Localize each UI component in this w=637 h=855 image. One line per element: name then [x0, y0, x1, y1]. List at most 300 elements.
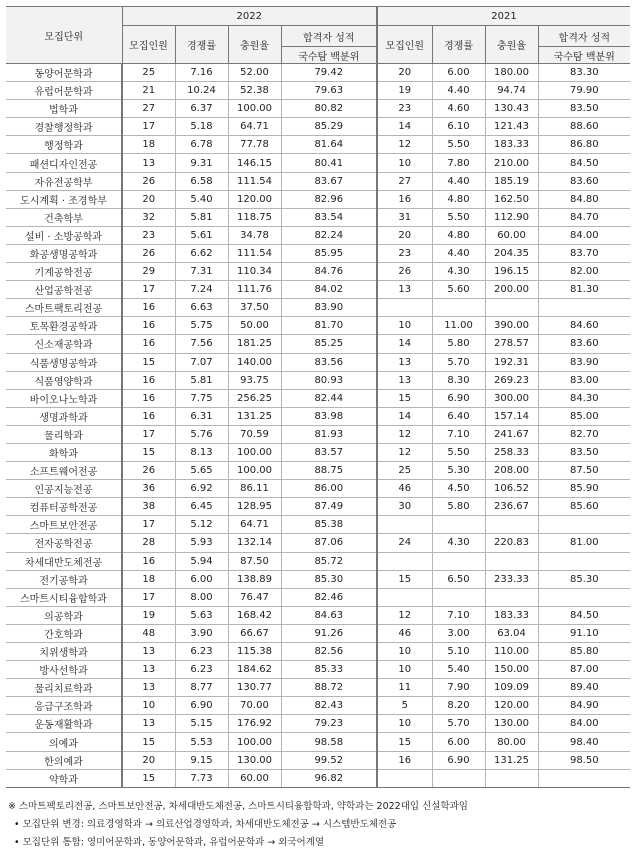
- table-row: [6, 606, 630, 624]
- competition-2021-cell: 4.40: [432, 82, 485, 100]
- competition-2021-cell: [432, 769, 485, 787]
- competition-2022-cell: 5.75: [175, 317, 228, 335]
- percentile-2022-cell: 87.49: [281, 498, 377, 516]
- competition-2021-cell: 5.50: [432, 208, 485, 226]
- quota-2021-cell: 20: [377, 226, 432, 244]
- fill-rate-2022-cell: 115.38: [228, 643, 281, 661]
- competition-2021-cell: 4.80: [432, 226, 485, 244]
- competition-2022-cell: 5.81: [175, 371, 228, 389]
- competition-2022-cell: 5.61: [175, 226, 228, 244]
- quota-2022-cell: 10: [122, 697, 175, 715]
- percentile-2022-cell: 83.54: [281, 208, 377, 226]
- competition-2021-cell: 6.90: [432, 751, 485, 769]
- percentile-2021-cell: 79.90: [538, 82, 630, 100]
- percentile-2022-cell: 87.06: [281, 534, 377, 552]
- competition-2022-cell: 9.31: [175, 154, 228, 172]
- dept-cell: 스마트팩토리전공: [6, 299, 122, 317]
- quota-2021-cell: [377, 588, 432, 606]
- fill-rate-2021-cell: 109.09: [485, 679, 538, 697]
- quota-2022-cell: 18: [122, 570, 175, 588]
- fill-rate-header-2021: 충원율: [485, 26, 538, 64]
- fill-rate-2021-cell: 210.00: [485, 154, 538, 172]
- competition-2022-cell: 6.58: [175, 172, 228, 190]
- competition-2021-cell: 5.30: [432, 462, 485, 480]
- fill-rate-2021-cell: 233.33: [485, 570, 538, 588]
- dept-cell: 전자공학전공: [6, 534, 122, 552]
- percentile-2021-cell: 82.00: [538, 263, 630, 281]
- percentile-2022-cell: 79.23: [281, 715, 377, 733]
- percentile-2022-cell: 80.93: [281, 371, 377, 389]
- dept-cell: 응급구조학과: [6, 697, 122, 715]
- percentile-2021-cell: 83.30: [538, 64, 630, 82]
- fill-rate-2022-cell: 93.75: [228, 371, 281, 389]
- percentile-header-2022: 국수탐 백분위: [281, 47, 377, 64]
- dept-cell: 운동재활학과: [6, 715, 122, 733]
- competition-2021-cell: 4.40: [432, 172, 485, 190]
- dept-header: 모집단위: [6, 7, 122, 64]
- quota-2021-cell: 31: [377, 208, 432, 226]
- percentile-2021-cell: 83.50: [538, 443, 630, 461]
- percentile-2021-cell: 87.50: [538, 462, 630, 480]
- dept-cell: 간호학과: [6, 624, 122, 642]
- fill-rate-2022-cell: 37.50: [228, 299, 281, 317]
- percentile-2022-cell: 83.57: [281, 443, 377, 461]
- dept-cell: 행정학과: [6, 136, 122, 154]
- fill-rate-2022-cell: 52.38: [228, 82, 281, 100]
- percentile-2022-cell: 98.58: [281, 733, 377, 751]
- quota-2022-cell: 20: [122, 190, 175, 208]
- fill-rate-2021-cell: [485, 516, 538, 534]
- fill-rate-2021-cell: 269.23: [485, 371, 538, 389]
- quota-2021-cell: 13: [377, 371, 432, 389]
- fill-rate-2021-cell: 241.67: [485, 425, 538, 443]
- fill-rate-2022-cell: 70.00: [228, 697, 281, 715]
- competition-2022-cell: 5.18: [175, 118, 228, 136]
- fill-rate-2022-cell: 66.67: [228, 624, 281, 642]
- table-row: [6, 534, 630, 552]
- quota-header-2021: 모집인원: [377, 26, 432, 64]
- quota-2022-cell: 20: [122, 751, 175, 769]
- competition-2021-cell: 5.70: [432, 353, 485, 371]
- competition-2021-cell: 7.10: [432, 425, 485, 443]
- percentile-2021-cell: [538, 552, 630, 570]
- fill-rate-2021-cell: [485, 769, 538, 787]
- quota-2022-cell: 38: [122, 498, 175, 516]
- competition-2021-cell: 5.60: [432, 281, 485, 299]
- competition-2022-cell: 7.75: [175, 389, 228, 407]
- dept-cell: 소프트웨어전공: [6, 462, 122, 480]
- competition-2021-cell: 6.00: [432, 733, 485, 751]
- dept-cell: 생명과학과: [6, 407, 122, 425]
- percentile-2021-cell: [538, 769, 630, 787]
- dept-cell: 설비 · 소방공학과: [6, 226, 122, 244]
- quota-2022-cell: 15: [122, 769, 175, 787]
- quota-2021-cell: 12: [377, 425, 432, 443]
- pass-score-header-2022: 합격자 성적: [281, 26, 377, 47]
- percentile-2022-cell: 83.67: [281, 172, 377, 190]
- competition-2021-cell: [432, 516, 485, 534]
- dept-cell: 신소재공학과: [6, 335, 122, 353]
- percentile-2022-cell: 86.00: [281, 480, 377, 498]
- dept-cell: 물리학과: [6, 425, 122, 443]
- percentile-2021-cell: 83.90: [538, 353, 630, 371]
- percentile-2021-cell: 83.60: [538, 335, 630, 353]
- quota-2022-cell: 17: [122, 588, 175, 606]
- fill-rate-2021-cell: 180.00: [485, 64, 538, 82]
- competition-2022-cell: 5.15: [175, 715, 228, 733]
- percentile-2022-cell: 82.44: [281, 389, 377, 407]
- quota-2021-cell: 25: [377, 462, 432, 480]
- quota-2022-cell: 25: [122, 64, 175, 82]
- fill-rate-2022-cell: 184.62: [228, 661, 281, 679]
- table-row: [6, 208, 630, 226]
- competition-2022-cell: 7.24: [175, 281, 228, 299]
- percentile-2022-cell: 85.25: [281, 335, 377, 353]
- fill-rate-2022-cell: 128.95: [228, 498, 281, 516]
- fill-rate-2022-cell: 146.15: [228, 154, 281, 172]
- dept-cell: 자유전공학부: [6, 172, 122, 190]
- quota-2022-cell: 16: [122, 371, 175, 389]
- quota-2022-cell: 18: [122, 136, 175, 154]
- percentile-2022-cell: 84.02: [281, 281, 377, 299]
- fill-rate-2021-cell: 63.04: [485, 624, 538, 642]
- fill-rate-2021-cell: 204.35: [485, 244, 538, 262]
- competition-2022-cell: 7.73: [175, 769, 228, 787]
- fill-rate-2021-cell: 112.90: [485, 208, 538, 226]
- competition-2022-cell: 6.23: [175, 643, 228, 661]
- quota-2022-cell: 16: [122, 299, 175, 317]
- quota-2021-cell: 15: [377, 733, 432, 751]
- percentile-2022-cell: 85.30: [281, 570, 377, 588]
- competition-2021-cell: 6.90: [432, 389, 485, 407]
- fill-rate-2022-cell: 87.50: [228, 552, 281, 570]
- quota-2021-cell: 10: [377, 661, 432, 679]
- fill-rate-2021-cell: 390.00: [485, 317, 538, 335]
- fill-rate-2021-cell: 106.52: [485, 480, 538, 498]
- competition-2021-cell: 5.40: [432, 661, 485, 679]
- table-row: [6, 443, 630, 461]
- percentile-2021-cell: 98.50: [538, 751, 630, 769]
- fill-rate-2022-cell: 111.54: [228, 244, 281, 262]
- quota-2022-cell: 16: [122, 317, 175, 335]
- percentile-2022-cell: 80.41: [281, 154, 377, 172]
- dept-cell: 의공학과: [6, 606, 122, 624]
- fill-rate-2021-cell: 196.15: [485, 263, 538, 281]
- quota-2021-cell: 46: [377, 624, 432, 642]
- dept-cell: 스마트보안전공: [6, 516, 122, 534]
- percentile-2022-cell: 96.82: [281, 769, 377, 787]
- competition-2021-cell: 6.00: [432, 64, 485, 82]
- percentile-2021-cell: 85.80: [538, 643, 630, 661]
- competition-2022-cell: 5.63: [175, 606, 228, 624]
- table-row: [6, 389, 630, 407]
- competition-2022-cell: 5.12: [175, 516, 228, 534]
- percentile-2021-cell: 84.50: [538, 606, 630, 624]
- competition-2021-cell: 8.30: [432, 371, 485, 389]
- dept-cell: 치위생학과: [6, 643, 122, 661]
- percentile-2022-cell: 80.82: [281, 100, 377, 118]
- table-row: [6, 480, 630, 498]
- percentile-2022-cell: 88.75: [281, 462, 377, 480]
- percentile-2021-cell: [538, 588, 630, 606]
- percentile-2022-cell: 84.76: [281, 263, 377, 281]
- competition-2021-cell: 4.30: [432, 534, 485, 552]
- competition-2022-cell: 6.92: [175, 480, 228, 498]
- fill-rate-2021-cell: 60.00: [485, 226, 538, 244]
- table-row: [6, 100, 630, 118]
- percentile-2022-cell: 82.46: [281, 588, 377, 606]
- table-row: [6, 498, 630, 516]
- fill-rate-2022-cell: 176.92: [228, 715, 281, 733]
- fill-rate-2021-cell: 258.33: [485, 443, 538, 461]
- table-row: [6, 661, 630, 679]
- fill-rate-2021-cell: 208.00: [485, 462, 538, 480]
- percentile-2022-cell: 79.42: [281, 64, 377, 82]
- quota-2022-cell: 27: [122, 100, 175, 118]
- competition-2021-cell: 6.40: [432, 407, 485, 425]
- quota-2021-cell: 19: [377, 82, 432, 100]
- quota-2021-cell: [377, 769, 432, 787]
- percentile-2022-cell: 82.43: [281, 697, 377, 715]
- competition-2022-cell: 6.37: [175, 100, 228, 118]
- percentile-2021-cell: 85.30: [538, 570, 630, 588]
- percentile-2021-cell: 84.00: [538, 715, 630, 733]
- quota-2021-cell: [377, 516, 432, 534]
- percentile-2022-cell: 79.63: [281, 82, 377, 100]
- fill-rate-2022-cell: 52.00: [228, 64, 281, 82]
- percentile-2021-cell: 83.70: [538, 244, 630, 262]
- fill-rate-2022-cell: 138.89: [228, 570, 281, 588]
- fill-rate-2022-cell: 100.00: [228, 733, 281, 751]
- percentile-2021-cell: 81.30: [538, 281, 630, 299]
- fill-rate-2022-cell: 60.00: [228, 769, 281, 787]
- dept-cell: 의예과: [6, 733, 122, 751]
- competition-2021-cell: 4.30: [432, 263, 485, 281]
- percentile-2021-cell: 84.00: [538, 226, 630, 244]
- competition-2022-cell: 8.00: [175, 588, 228, 606]
- percentile-2021-cell: 83.50: [538, 100, 630, 118]
- competition-2022-cell: 5.53: [175, 733, 228, 751]
- percentile-2022-cell: 81.70: [281, 317, 377, 335]
- competition-2021-cell: 5.50: [432, 136, 485, 154]
- fill-rate-2021-cell: 236.67: [485, 498, 538, 516]
- fill-rate-2022-cell: 131.25: [228, 407, 281, 425]
- table-row: [6, 172, 630, 190]
- competition-2022-cell: 5.65: [175, 462, 228, 480]
- fill-rate-2021-cell: 110.00: [485, 643, 538, 661]
- quota-2021-cell: 15: [377, 570, 432, 588]
- dept-cell: 컴퓨터공학전공: [6, 498, 122, 516]
- dept-cell: 스마트시티융합학과: [6, 588, 122, 606]
- fill-rate-2022-cell: 64.71: [228, 118, 281, 136]
- quota-2022-cell: 13: [122, 679, 175, 697]
- fill-rate-2022-cell: 120.00: [228, 190, 281, 208]
- quota-2021-cell: 14: [377, 335, 432, 353]
- quota-2022-cell: 17: [122, 425, 175, 443]
- quota-2022-cell: 26: [122, 244, 175, 262]
- competition-2022-cell: 7.07: [175, 353, 228, 371]
- percentile-2021-cell: 82.70: [538, 425, 630, 443]
- quota-2022-cell: 36: [122, 480, 175, 498]
- percentile-2022-cell: 83.90: [281, 299, 377, 317]
- quota-2022-cell: 13: [122, 643, 175, 661]
- percentile-2021-cell: 89.40: [538, 679, 630, 697]
- table-row: [6, 643, 630, 661]
- percentile-2021-cell: 84.50: [538, 154, 630, 172]
- quota-2021-cell: 11: [377, 679, 432, 697]
- competition-2022-cell: 5.40: [175, 190, 228, 208]
- fill-rate-2021-cell: 150.00: [485, 661, 538, 679]
- competition-2021-cell: 4.40: [432, 244, 485, 262]
- fill-rate-2021-cell: 278.57: [485, 335, 538, 353]
- percentile-2022-cell: 83.98: [281, 407, 377, 425]
- quota-2022-cell: 13: [122, 154, 175, 172]
- dept-cell: 한의예과: [6, 751, 122, 769]
- quota-2021-cell: 13: [377, 353, 432, 371]
- quota-2021-cell: 46: [377, 480, 432, 498]
- dept-cell: 화공생명공학과: [6, 244, 122, 262]
- dept-cell: 산업공학전공: [6, 281, 122, 299]
- fill-rate-2022-cell: 130.00: [228, 751, 281, 769]
- quota-2021-cell: 10: [377, 154, 432, 172]
- dept-cell: 패션디자인전공: [6, 154, 122, 172]
- competition-2022-cell: 7.56: [175, 335, 228, 353]
- competition-2022-cell: 9.15: [175, 751, 228, 769]
- percentile-2021-cell: 84.60: [538, 317, 630, 335]
- fill-rate-2021-cell: 300.00: [485, 389, 538, 407]
- table-row: [6, 136, 630, 154]
- table-row: [6, 226, 630, 244]
- table-row: [6, 190, 630, 208]
- table-row: [6, 335, 630, 353]
- table-row: [6, 697, 630, 715]
- quota-2021-cell: 24: [377, 534, 432, 552]
- table-header: [6, 7, 630, 64]
- competition-2022-cell: 5.81: [175, 208, 228, 226]
- competition-2022-cell: 6.90: [175, 697, 228, 715]
- table-row: [6, 425, 630, 443]
- competition-2022-cell: 6.62: [175, 244, 228, 262]
- quota-2021-cell: [377, 552, 432, 570]
- dept-cell: 인공지능전공: [6, 480, 122, 498]
- percentile-2022-cell: 85.38: [281, 516, 377, 534]
- percentile-2022-cell: 85.29: [281, 118, 377, 136]
- percentile-2021-cell: 86.80: [538, 136, 630, 154]
- quota-2022-cell: 28: [122, 534, 175, 552]
- competition-2021-cell: 11.00: [432, 317, 485, 335]
- dept-cell: 방사선학과: [6, 661, 122, 679]
- quota-2022-cell: 16: [122, 407, 175, 425]
- dept-cell: 동양어문학과: [6, 64, 122, 82]
- competition-2022-cell: 10.24: [175, 82, 228, 100]
- fill-rate-2021-cell: 120.00: [485, 697, 538, 715]
- dept-cell: 식품생명공학과: [6, 353, 122, 371]
- quota-2021-cell: 23: [377, 100, 432, 118]
- percentile-header-2021: 국수탐 백분위: [538, 47, 630, 64]
- dept-cell: 화학과: [6, 443, 122, 461]
- quota-2021-cell: 23: [377, 244, 432, 262]
- percentile-2022-cell: 85.72: [281, 552, 377, 570]
- percentile-2022-cell: 88.72: [281, 679, 377, 697]
- competition-2021-cell: 3.00: [432, 624, 485, 642]
- table-row: [6, 570, 630, 588]
- competition-2022-cell: 8.77: [175, 679, 228, 697]
- quota-2021-cell: 10: [377, 643, 432, 661]
- table-row: [6, 588, 630, 606]
- year-2022-header: 2022: [122, 7, 377, 26]
- percentile-2022-cell: 91.26: [281, 624, 377, 642]
- fill-rate-2022-cell: 132.14: [228, 534, 281, 552]
- competition-2022-cell: 7.31: [175, 263, 228, 281]
- quota-2021-cell: 20: [377, 64, 432, 82]
- competition-2021-cell: 5.50: [432, 443, 485, 461]
- competition-header-2022: 경쟁률: [175, 26, 228, 64]
- competition-2022-cell: 6.78: [175, 136, 228, 154]
- quota-2021-cell: 30: [377, 498, 432, 516]
- quota-2022-cell: 17: [122, 516, 175, 534]
- quota-2022-cell: 17: [122, 281, 175, 299]
- dept-cell: 물리치료학과: [6, 679, 122, 697]
- quota-2021-cell: 16: [377, 190, 432, 208]
- table-row: [6, 733, 630, 751]
- quota-2022-cell: 26: [122, 462, 175, 480]
- quota-2022-cell: 17: [122, 118, 175, 136]
- quota-2022-cell: 21: [122, 82, 175, 100]
- year-2021-header: 2021: [377, 7, 630, 26]
- competition-2021-cell: 6.10: [432, 118, 485, 136]
- quota-2022-cell: 19: [122, 606, 175, 624]
- dept-cell: 도시계획 · 조경학부: [6, 190, 122, 208]
- percentile-2021-cell: 83.60: [538, 172, 630, 190]
- competition-2021-cell: 5.10: [432, 643, 485, 661]
- fill-rate-2022-cell: 77.78: [228, 136, 281, 154]
- competition-2022-cell: 5.94: [175, 552, 228, 570]
- table-row: [6, 679, 630, 697]
- percentile-2021-cell: 88.60: [538, 118, 630, 136]
- dept-cell: 식품영양학과: [6, 371, 122, 389]
- percentile-2021-cell: [538, 516, 630, 534]
- fill-rate-2021-cell: 130.43: [485, 100, 538, 118]
- quota-2021-cell: 26: [377, 263, 432, 281]
- table-row: [6, 516, 630, 534]
- competition-2022-cell: 6.23: [175, 661, 228, 679]
- fill-rate-2021-cell: 183.33: [485, 136, 538, 154]
- dept-cell: 차세대반도체전공: [6, 552, 122, 570]
- percentile-2021-cell: 84.30: [538, 389, 630, 407]
- dept-cell: 기계공학전공: [6, 263, 122, 281]
- fill-rate-2021-cell: 220.83: [485, 534, 538, 552]
- fill-rate-header-2022: 충원율: [228, 26, 281, 64]
- percentile-2021-cell: 87.00: [538, 661, 630, 679]
- percentile-2021-cell: 85.60: [538, 498, 630, 516]
- percentile-2022-cell: 99.52: [281, 751, 377, 769]
- fill-rate-2021-cell: [485, 299, 538, 317]
- quota-2022-cell: 48: [122, 624, 175, 642]
- fill-rate-2022-cell: 64.71: [228, 516, 281, 534]
- table-row: [6, 624, 630, 642]
- quota-2022-cell: 32: [122, 208, 175, 226]
- note-department-merge: • 모집단위 통합: 영미어문학과, 동양어문학과, 유럽어문학과 → 외국어계열: [14, 836, 325, 848]
- quota-2022-cell: 13: [122, 661, 175, 679]
- table-row: [6, 299, 630, 317]
- fill-rate-2021-cell: 94.74: [485, 82, 538, 100]
- notes: [6, 798, 630, 852]
- dept-cell: 건축학부: [6, 208, 122, 226]
- table-row: [6, 715, 630, 733]
- table-row: [6, 462, 630, 480]
- competition-header-2021: 경쟁률: [432, 26, 485, 64]
- pass-score-header-2021: 합격자 성적: [538, 26, 630, 47]
